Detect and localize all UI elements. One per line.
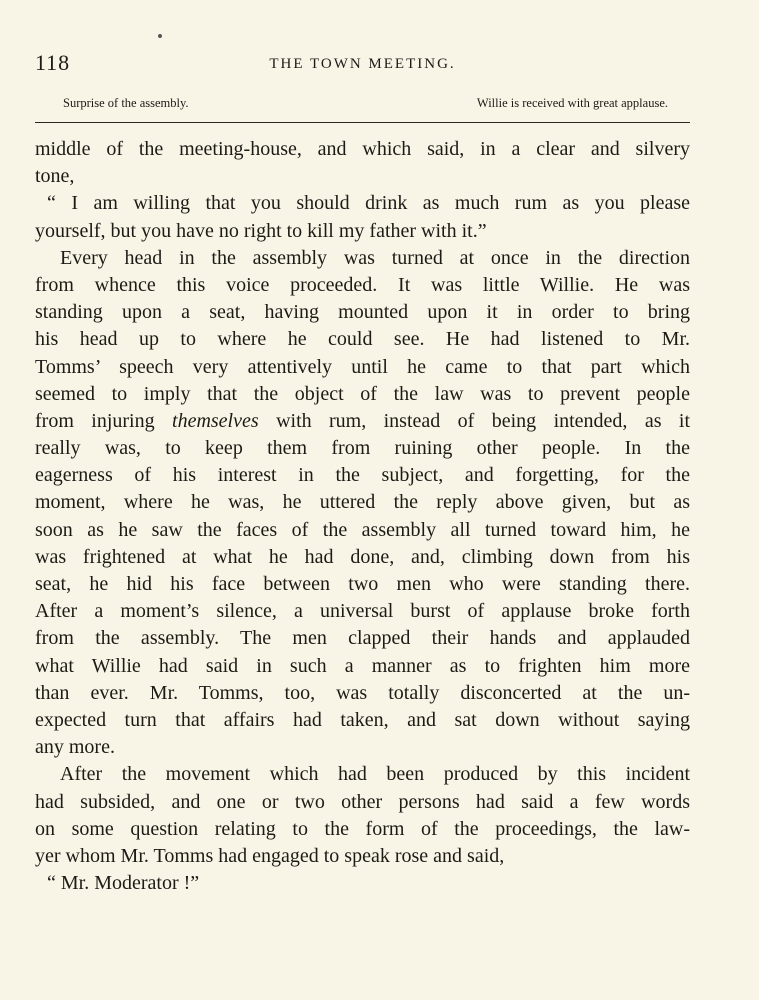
page-number: 118: [35, 50, 71, 75]
text-line: “ I am willing that you should drink as much rum as you please: [47, 192, 690, 215]
subheading-right: Willie is received with great applause.: [476, 96, 668, 110]
text-line: yourself, but you have no right to kill my father with it.”: [35, 219, 487, 242]
text-line: seemed to imply that the object of the law was to prevent people: [35, 382, 690, 405]
text-line: expected turn that affairs had taken, and sat down without saying: [35, 708, 690, 731]
text-line: middle of the meeting-house, and which said, in a clear and silvery: [35, 138, 690, 160]
text-line: from whence this voice proceeded. It was little Willie. He was: [35, 273, 690, 296]
running-head: [35, 50, 690, 80]
text-line: After a moment’s silence, a universal burst of applause broke forth: [35, 600, 690, 623]
text-line: what Willie had said in such a manner as to frighten him more: [35, 654, 690, 677]
text-line: eagerness of his interest in the subject, and forgetting, for the: [35, 464, 690, 487]
text-line: tone,: [35, 165, 75, 188]
text-line: really was, to keep them from ruining other people. In the: [35, 437, 690, 460]
text-line: yer whom Mr. Tomms had engaged to speak rose and said,: [35, 844, 505, 867]
text-line: on some question relating to the form of the proceedings, the law-: [35, 817, 690, 840]
text-line: After the movement which had been produced by this incident: [60, 763, 690, 786]
text-line: moment, where he was, he uttered the reply above given, but as: [35, 491, 690, 514]
text-line: was frightened at what he had done, and, climbing down from his: [35, 545, 690, 568]
text-fragment: from injuring: [35, 409, 173, 432]
text-fragment: with rum, instead of being intended, as it: [276, 409, 690, 432]
text-line: seat, he hid his face between two men who were standing there.: [35, 573, 690, 595]
text-line: Every head in the assembly was turned at once in the direction: [60, 246, 690, 269]
text-line: “ Mr. Moderator !”: [47, 872, 200, 895]
text-line: from the assembly. The men clapped their hands and applauded: [35, 627, 690, 650]
text-line: his head up to where he could see. He had listened to Mr.: [35, 328, 690, 351]
text-line: had subsided, and one or two other persons had said a few words: [35, 790, 690, 813]
text-line-with-emphasis: [35, 408, 690, 435]
subheading-left: Surprise of the assembly.: [63, 96, 189, 110]
text-line: standing upon a seat, having mounted upon it in order to bring: [35, 301, 690, 324]
text-line: soon as he saw the faces of the assembly all turned toward him, he: [35, 518, 690, 541]
text-line: Tomms’ speech very attentively until he came to that part which: [35, 355, 690, 378]
chapter-title: THE TOWN MEETING.: [269, 56, 456, 72]
header-rule: [35, 122, 690, 123]
emphasized-word: themselves: [172, 409, 259, 432]
text-line: than ever. Mr. Tomms, too, was totally disconcerted at the un-: [35, 681, 690, 704]
body-text: [35, 136, 690, 897]
text-line: any more.: [35, 736, 115, 759]
ink-speck: [158, 34, 162, 38]
